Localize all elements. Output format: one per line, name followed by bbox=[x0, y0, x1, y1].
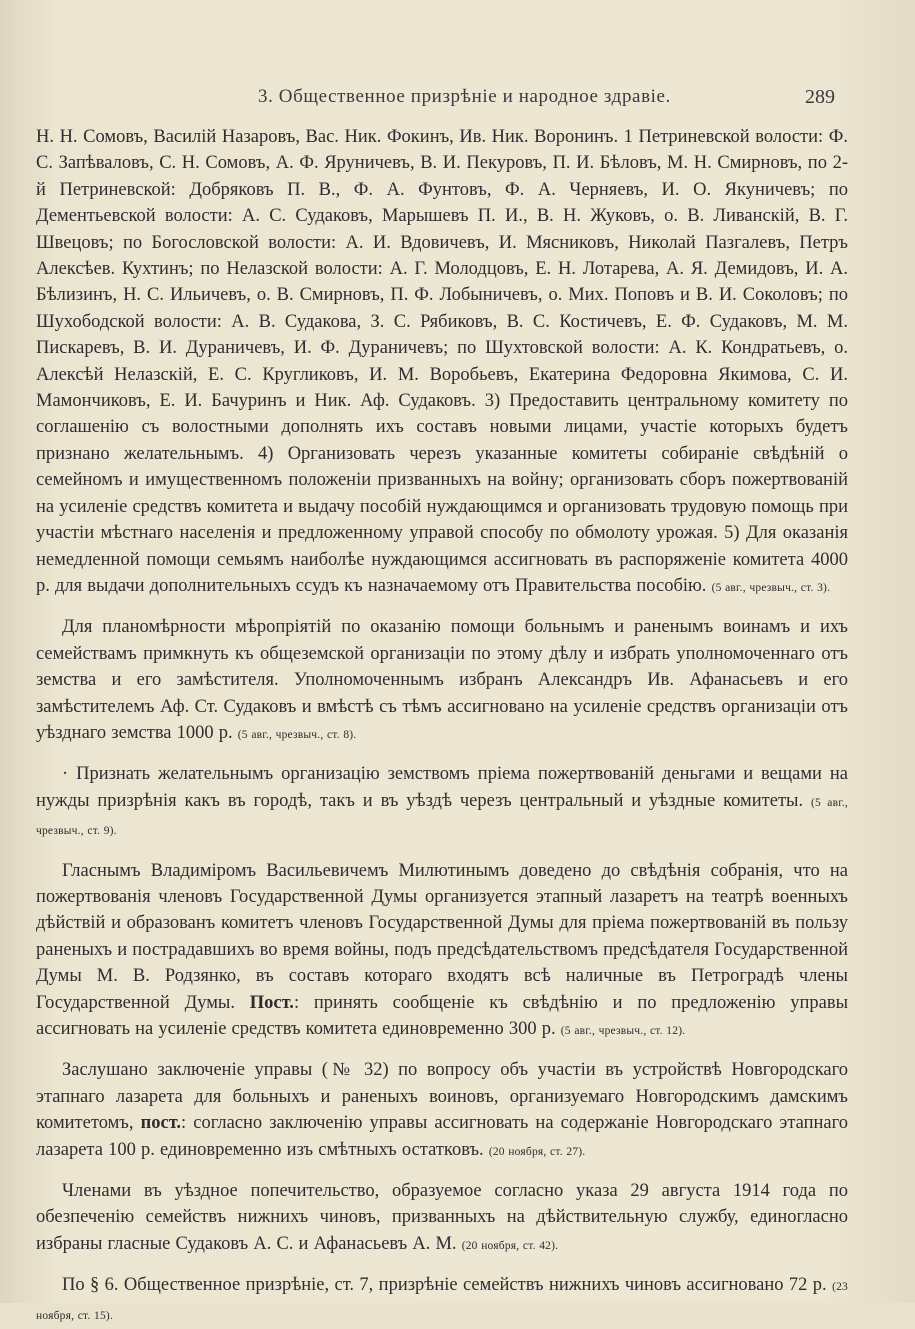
page-number: 289 bbox=[805, 86, 835, 108]
paragraph-guardianship bbox=[36, 1178, 848, 1259]
paragraph-novgorod-infirmary bbox=[36, 1057, 848, 1165]
resolution-label: пост. bbox=[140, 1113, 182, 1134]
paragraph-text: Для планомѣрности мѣропріятій по оказанію помощи больнымъ и раненымъ воинамъ и ихъ семействамъ примкнуть къ общеземской организаціи по этому дѣлу и избрать уполномоченнаго отъ земства и его замѣстителя. Уполномоченнымъ избранъ Александръ Ив. Афанасьевъ и его замѣстителемъ Аф. Ст. Судаковъ и вмѣстѣ съ тѣмъ ассигновано на усиленіе средствъ организаціи отъ уѣзднаго земства 1000 р. bbox=[36, 617, 848, 743]
paragraph-committee-members bbox=[36, 124, 848, 601]
citation: (5 авг., чрезвыч., ст. 3). bbox=[711, 581, 831, 594]
citation: (5 авг., чрезвыч., ст. 8). bbox=[237, 728, 357, 741]
citation: (5 авг., чрезвыч., ст. 12). bbox=[560, 1025, 686, 1037]
paragraph-text: Членами въ уѣздное попечительство, образуемое согласно указа 29 августа 1914 года по обезпеченію семействъ нижнихъ чиновъ, призванныхъ на дѣйствительную службу, единогласно избраны гласные Судаковъ А. С. и Афанасьевъ А. М. bbox=[36, 1181, 848, 1254]
page-header bbox=[0, 80, 915, 114]
citation: (20 ноября, ст. 27). bbox=[488, 1145, 586, 1158]
running-head: 3. Общественное призрѣніе и народное здравіе. bbox=[258, 86, 671, 107]
paragraph-duma-infirmary bbox=[36, 858, 848, 1045]
paragraph-budget bbox=[36, 1272, 848, 1329]
paragraph-text: Н. Н. Сомовъ, Василій Назаровъ, Вас. Ник. Фокинъ, Ив. Ник. Воронинъ. 1 Петриневской волости: Ф. С. Запѣваловъ, С. Н. Сомовъ, А. Ф. Яруничевъ, В. И. Пекуровъ, П. И. Бѣловъ, М. Н. Смирновъ, по 2-й Петриневской: Добряковъ П. В., Ф. А. Фунтовъ, Ф. А. Черняевъ, И. О. Якуничевъ; по Дементьевской волости: А. С. Судаковъ, Марышевъ П. И., В. Н. Жуковъ, о. В. Ливанскій, В. Г. Швецовъ; по Богословской волости: А. И. Вдовичевъ, И. Мясниковъ, Николай Пазгалевъ, Петръ Алексѣев. Кухтинъ; по Нелазской волости: А. Г. Молодцовъ, Е. Н. Лотарева, А. Я. Демидовъ, И. А. Бѣлизинъ, Н. С. Ильичевъ, о. В. Смирновъ, П. Ф. Лобыничевъ, о. Мих. Поповъ и В. И. Соколовъ; по Шухободской волости: А. В. Судакова, З. С. Рябиковъ, В. С. Костичевъ, Е. Ф. Судаковъ, М. М. Пискаревъ, В. И. Дураничевъ, И. Ф. Дураничевъ; по Шухтовской волости: А. К. Кондратьевъ, о. Алексѣй Нелазскій, Е. С. Кругликовъ, И. М. Воробьевъ, Екатерина Федоровна Якимова, С. И. Мамончиковъ, Е. И. Бачуринъ и Ник. Аф. Судаковъ. 3) Предоставить центральному комитету по соглашенію съ волостными дополнять ихъ составъ новыми лицами, участіе которыхъ будетъ признано желательнымъ. 4) Организовать черезъ указанные комитеты собираніе свѣдѣній о семейномъ и имущественномъ положеніи призванныхъ на войну; организовать сборъ пожертвованій на усиленіе средствъ комитета и выдачу пособій нуждающимся и организовать трудовую помощь при участіи мѣстнаго населенія и предложенному управой способу по обмолоту урожая. 5) Для оказанія немедленной помощи семьямъ наиболѣе нуждающимся ассигновать въ распоряженіе комитета 4000 р. для выдачи дополнительныхъ ссудъ къ назначаемому отъ Правительства пособію. bbox=[36, 127, 848, 596]
body-text bbox=[36, 124, 848, 1329]
paragraph-text: Заслушано заключеніе управы (№ 32) по вопросу объ участіи въ устройствѣ Новгородскаго этапнаго лазарета для больныхъ и раненыхъ воиновъ, организуемаго Новгородскимъ дамскимъ комитетомъ, bbox=[36, 1060, 848, 1134]
paragraph-text-continued: : согласно заключенію управы ассигновать на содержаніе Новгородскаго этапнаго лазарета 100 р. единовременно изъ смѣтныхъ остатковъ. bbox=[36, 1113, 848, 1160]
paragraph-donations bbox=[36, 761, 848, 844]
paragraph-text: По § 6. Общественное призрѣніе, ст. 7, призрѣніе семействъ нижнихъ чиновъ ассигновано 72 р. bbox=[62, 1275, 827, 1296]
paragraph-zemstvo-organization bbox=[36, 614, 848, 748]
paragraph-text: Гласнымъ Владиміромъ Васильевичемъ Милютинымъ доведено до свѣдѣнія собранія, что на пожертвованія членовъ Государственной Думы организуется этапный лазаретъ на театрѣ военныхъ дѣйствій и образованъ комитетъ членовъ Государственной Думы для пріема пожертвованій въ пользу раненыхъ и пострадавшихъ во время войны, подъ предсѣдательствомъ предсѣдателя Государственной Думы М. В. Родзянко, въ составъ котораго входятъ всѣ наличные въ Петроградѣ члены Государственной Думы. bbox=[36, 860, 848, 1013]
citation: (23 ноября, ст. 15). bbox=[36, 1281, 848, 1322]
citation: (5 авг., чрезвыч., ст. 9). bbox=[36, 796, 848, 838]
paragraph-text: · Признать желательнымъ организацію земствомъ пріема пожертвованій деньгами и вещами на нужды призрѣнія какъ въ городѣ, такъ и въ уѣздѣ черезъ центральный и уѣздные комитеты. bbox=[36, 764, 848, 811]
paragraph-text-continued: : принять сообщеніе къ свѣдѣнію и по предложенію управы ассигновать на усиленіе средствъ комитета единовременно 300 р. bbox=[36, 992, 848, 1039]
citation: (20 ноября, ст. 42). bbox=[461, 1239, 559, 1252]
resolution-label: Пост. bbox=[249, 992, 294, 1013]
